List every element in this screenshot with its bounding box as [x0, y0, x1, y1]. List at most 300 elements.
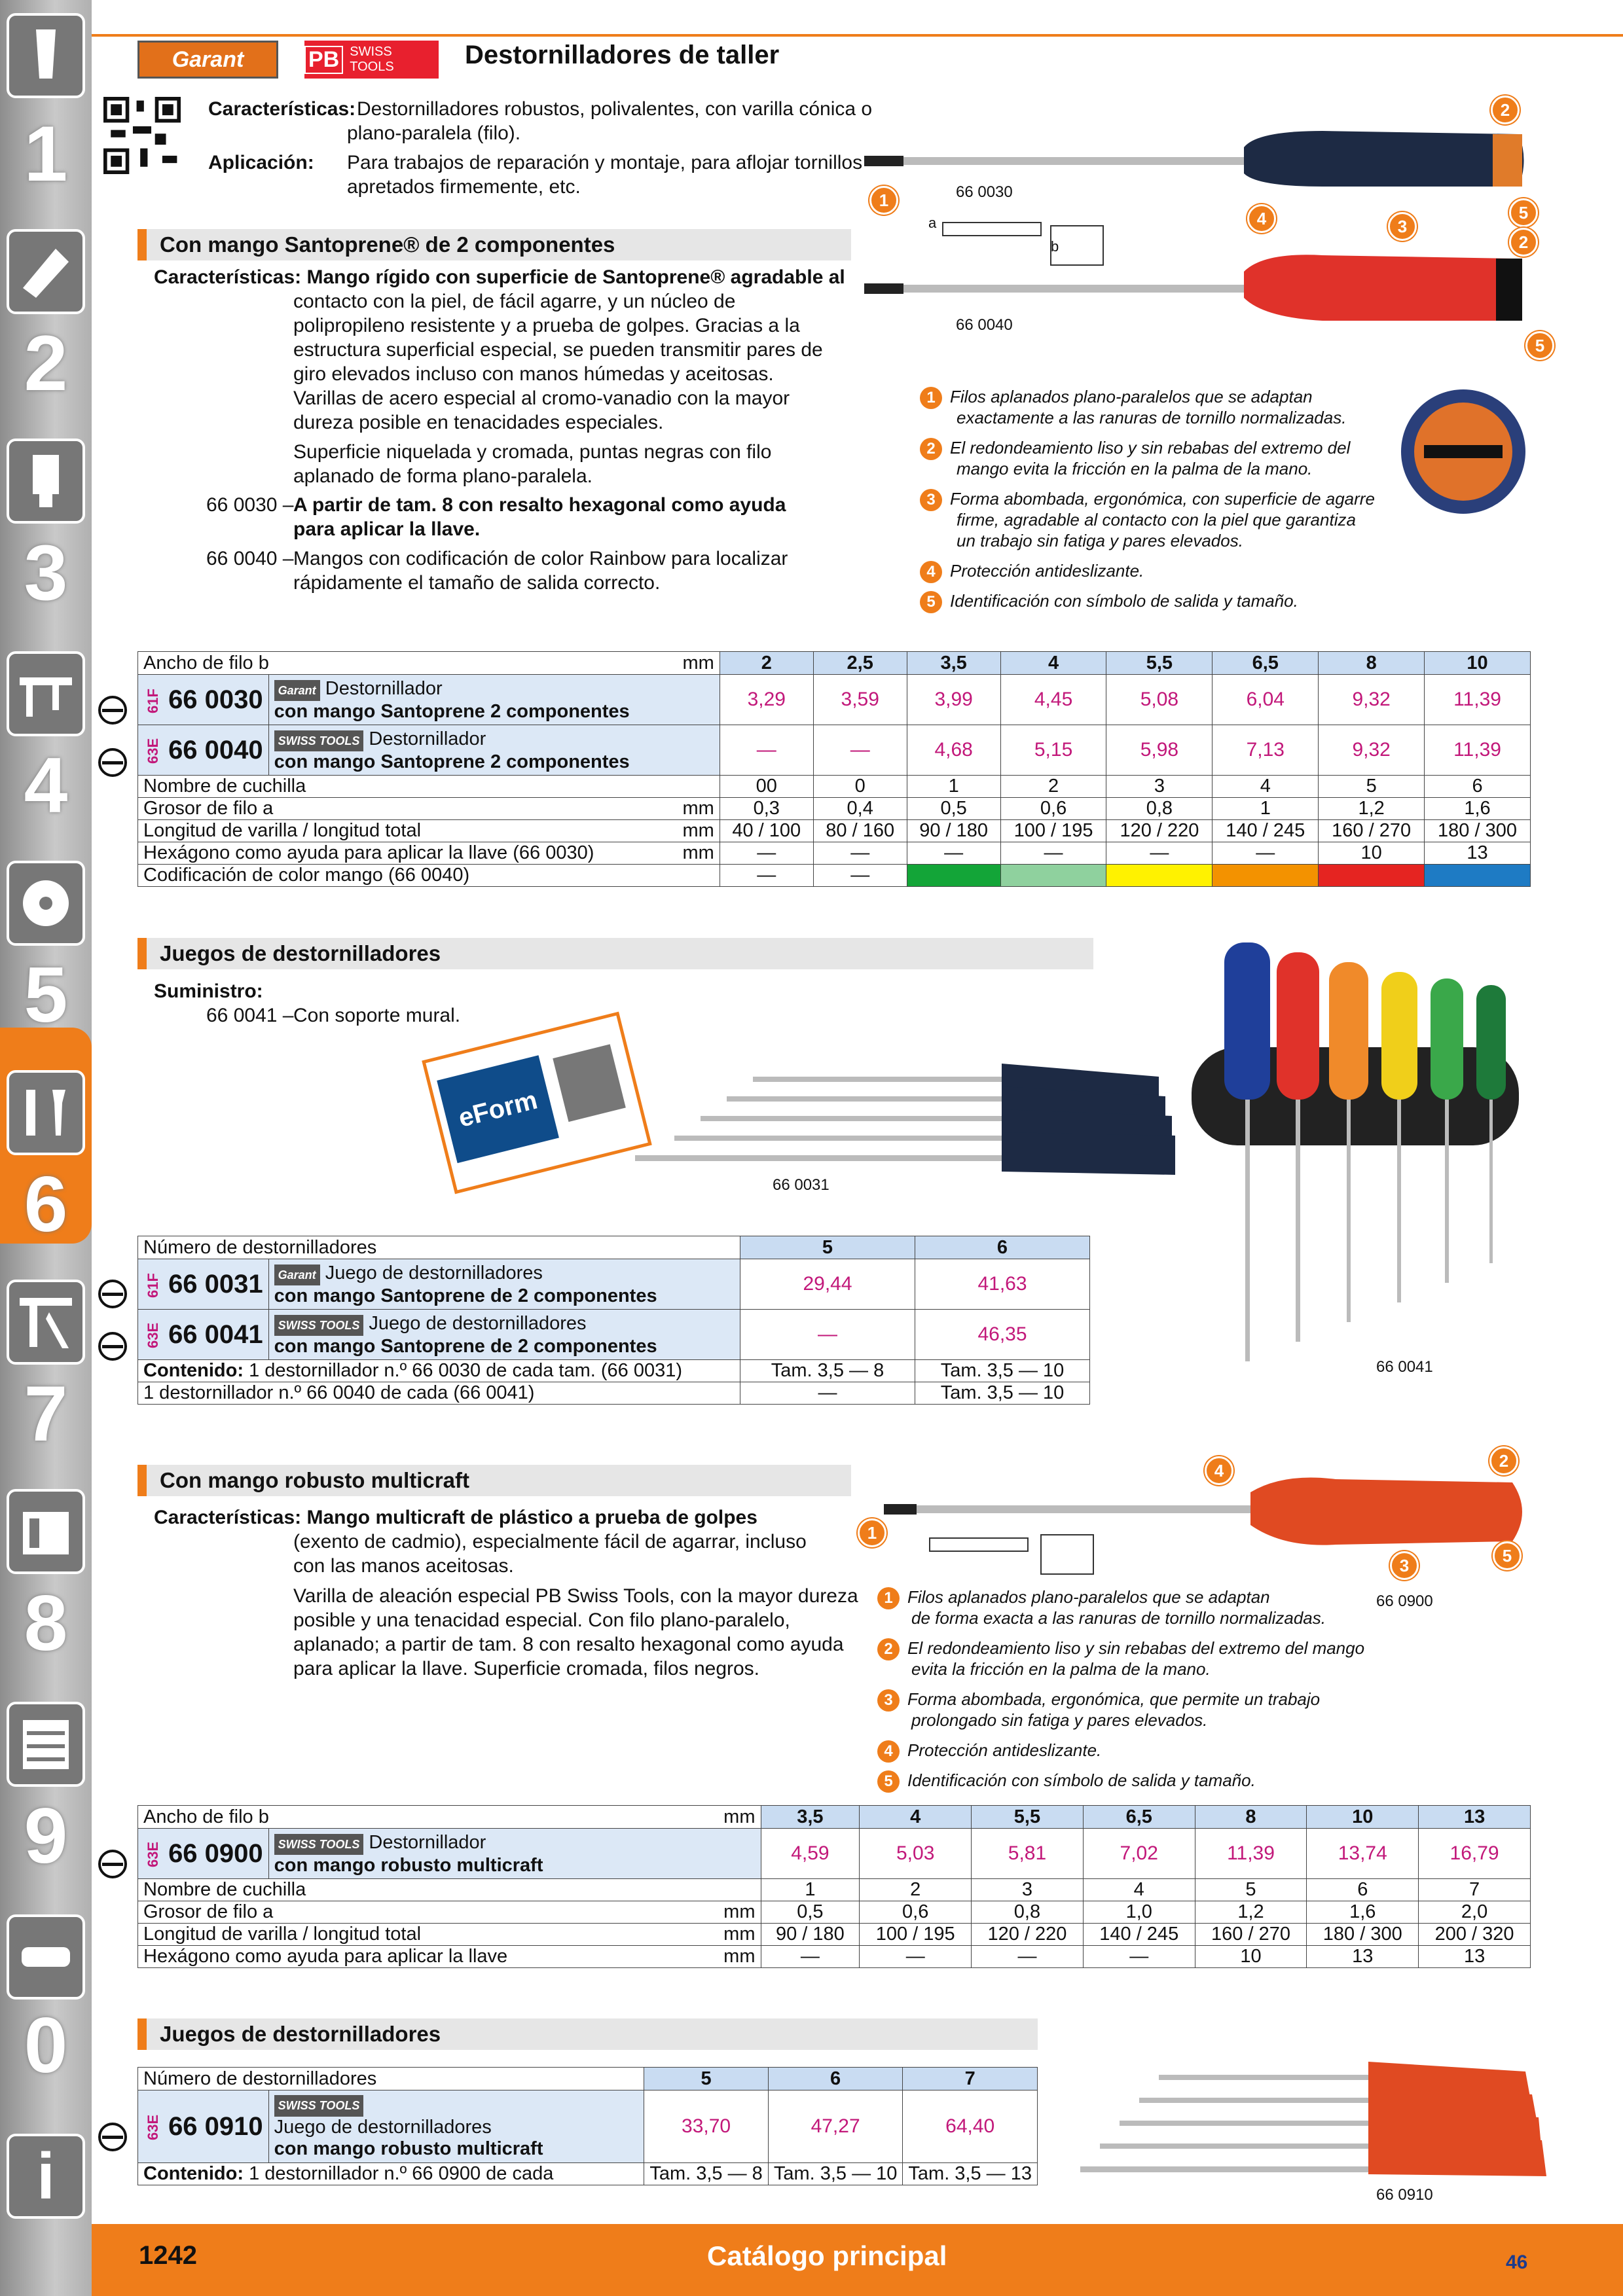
feature-text: prolongado sin fatiga y pares elevados.: [911, 1710, 1208, 1730]
spec-value: 0,4: [813, 798, 907, 820]
spec-value: —: [972, 1946, 1084, 1968]
feature-text: Identificación con símbolo de salida y tamaño.: [907, 1770, 1256, 1790]
size-header: 6: [768, 2068, 903, 2090]
sec1-text: Superficie niquelada y cromada, puntas negras con filo: [293, 441, 772, 463]
callout-3: 3: [1390, 1551, 1419, 1580]
spec-value: —: [761, 1946, 860, 1968]
color-swatch: [1000, 865, 1106, 887]
feature-item: [920, 437, 1350, 460]
size-header: 3,5: [907, 652, 1000, 675]
content-value: Tam. 3,5 — 13: [903, 2163, 1038, 2185]
sec1-text: contacto con la piel, de fácil agarre, y un núcleo de: [293, 291, 736, 312]
table-header-label: Número de destornilladores: [138, 1236, 740, 1259]
spec-value: 5: [1319, 776, 1425, 798]
application-text: Para trabajos de reparación y montaje, para aflojar tornillos: [347, 152, 863, 173]
sec1-text: polipropileno resistente y a prueba de golpes. Gracias a la: [293, 315, 800, 336]
note-text: Mangos con codificación de color Rainbow para localizar: [293, 548, 788, 569]
callout-4: 4: [1247, 204, 1276, 233]
eform-icon: [553, 1044, 626, 1122]
size-header: 6: [915, 1236, 1090, 1259]
sec1-text: giro elevados incluso con manos húmedas y aceitosas.: [293, 363, 774, 385]
spec-value: 1,0: [1083, 1901, 1195, 1924]
callout-3: 3: [1388, 212, 1417, 241]
chapter-number: 9: [24, 1792, 68, 1880]
spec-value: 2: [860, 1879, 972, 1901]
spec-value: 4: [1083, 1879, 1195, 1901]
spec-value: 13: [1419, 1946, 1531, 1968]
screwdriver-product-image: [864, 95, 1532, 331]
spec-row: [138, 798, 1531, 820]
spec-value: 0,3: [720, 798, 813, 820]
feature-number: 2: [920, 438, 942, 460]
spec-value: 6: [1425, 776, 1531, 798]
article-cell: [138, 1829, 269, 1879]
price-cell: 5,15: [1000, 725, 1106, 776]
spec-row: [138, 820, 1531, 842]
spec-value: 1,2: [1319, 798, 1425, 820]
price-cell: 9,32: [1319, 675, 1425, 725]
spec-label: Nombre de cuchilla: [138, 1879, 761, 1901]
article-name: Juego de destornilladores: [369, 1312, 587, 1334]
article-number: 66 0900: [168, 1839, 263, 1868]
spec-row: [138, 1879, 1531, 1901]
price-cell: 9,32: [1319, 725, 1425, 776]
spec-value: —: [813, 842, 907, 865]
content-row: [138, 2163, 1038, 2185]
characteristics-text: Destornilladores robustos, polivalentes, con varilla cónica o: [357, 98, 873, 120]
chapter-sidebar: [0, 0, 92, 2296]
price-cell: 3,29: [720, 675, 813, 725]
brand-tag: SWISS TOOLS: [274, 2095, 364, 2117]
eform-label: eForm: [437, 1055, 559, 1163]
spec-value: 120 / 220: [972, 1924, 1084, 1946]
content-row: [138, 1360, 1090, 1382]
table-row[interactable]: [138, 1259, 1090, 1310]
screwdriver-wall-set-image: [1185, 929, 1525, 1381]
pb-logo-mark: PB: [304, 46, 343, 74]
article-number: 66 0041: [168, 1319, 263, 1349]
content-value: Tam. 3,5 — 8: [740, 1360, 915, 1382]
supply-code: 66 0041 –: [206, 1005, 294, 1026]
sec3-text: con las manos aceitosas.: [293, 1555, 514, 1577]
feature-text: Forma abombada, ergonómica, con superficie de agarre: [950, 489, 1375, 509]
content-row: [138, 1382, 1090, 1405]
image-label: 66 0040: [956, 316, 1013, 334]
info-letter: i: [37, 2139, 55, 2213]
feature-item: [920, 386, 1313, 409]
spec-label: Nombre de cuchilla: [138, 776, 720, 798]
article-name: Destornillador: [325, 677, 443, 699]
note-text: A partir de tam. 8 con resalto hexagonal como ayuda: [293, 494, 786, 516]
callout-5: 5: [1493, 1541, 1522, 1570]
callout-5: 5: [1509, 198, 1538, 227]
saw-blade-icon[interactable]: [7, 861, 85, 946]
feature-number: 1: [877, 1587, 900, 1609]
price-cell: 5,98: [1106, 725, 1213, 776]
spec-value: 0,6: [1000, 798, 1106, 820]
article-name: Juego de destornilladores: [274, 2117, 492, 2138]
spec-value: 2,0: [1419, 1901, 1531, 1924]
feature-item: [920, 560, 1144, 583]
feature-item: [920, 590, 1298, 613]
spec-value: 120 / 220: [1106, 820, 1213, 842]
slotted-blade-icon: [98, 1332, 127, 1361]
sec3-text: Características: Mango multicraft de plástico a prueba de golpes: [154, 1507, 757, 1528]
feature-text: exactamente a las ranuras de tornillo normalizadas.: [957, 408, 1347, 427]
article-number: 66 0031: [168, 1269, 263, 1299]
price-code: 63E: [145, 738, 161, 764]
price-cell: 4,68: [907, 725, 1000, 776]
chapter-number: 1: [24, 110, 68, 198]
slotted-blade-icon: [98, 2123, 127, 2151]
brand-tag: SWISS TOOLS: [274, 1315, 364, 1336]
spec-label: Hexágono como ayuda para aplicar la llave mm: [138, 1946, 761, 1968]
spec-value: 140 / 245: [1083, 1924, 1195, 1946]
chapter-number: 5: [24, 951, 68, 1039]
section-heading: Con mango Santoprene® de 2 componentes: [137, 229, 851, 260]
spec-value: 10: [1195, 1946, 1307, 1968]
catalog-section-number: 46: [1506, 2251, 1528, 2273]
article-cell: [138, 1259, 269, 1310]
dimension-label: b: [1051, 238, 1059, 255]
sec1-text: aplanado de forma plano-paralela.: [293, 465, 593, 487]
article-number: 66 0910: [168, 2111, 263, 2141]
table-row[interactable]: [138, 1829, 1531, 1879]
spec-value: 200 / 320: [1419, 1924, 1531, 1946]
brand-tag: Garant: [274, 1265, 320, 1285]
callout-2: 2: [1489, 1446, 1518, 1475]
content-text: Contenido: 1 destornillador n.º 66 0900 de cada: [138, 2163, 644, 2185]
article-subname: con mango Santoprene de 2 componentes: [274, 1335, 657, 1357]
article-desc: [268, 1259, 740, 1310]
spec-value: 100 / 195: [860, 1924, 972, 1946]
article-name: Destornillador: [369, 1831, 486, 1853]
spec-value: 10: [1319, 842, 1425, 865]
sec3-text: para aplicar la llave. Superficie cromada, filos negros.: [293, 1658, 760, 1679]
caliper-icon[interactable]: [7, 651, 85, 736]
price-cell: 64,40: [903, 2090, 1038, 2163]
color-swatch: —: [813, 865, 907, 887]
color-swatch: [907, 865, 1000, 887]
price-cell: 41,63: [915, 1259, 1090, 1310]
spec-value: 160 / 270: [1195, 1924, 1307, 1946]
brand-tag: Garant: [274, 680, 320, 701]
dimension-label: a: [928, 215, 937, 231]
spec-value: 4: [1213, 776, 1319, 798]
price-cell: 5,03: [860, 1829, 972, 1879]
chapter-number: 0: [24, 2001, 68, 2089]
pliers-icon[interactable]: [7, 1280, 85, 1365]
sec3-text: posible y una tenacidad especial. Con filo plano-paralelo,: [293, 1609, 790, 1631]
spec-value: 0,5: [907, 798, 1000, 820]
spec-value: —: [1213, 842, 1319, 865]
product-table-1: [137, 651, 1531, 887]
spec-value: 0: [813, 776, 907, 798]
feature-text: de forma exacta a las ranuras de tornillo normalizadas.: [911, 1608, 1326, 1628]
sec1-text: Características: Mango rígido con superficie de Santoprene® agradable al: [154, 266, 845, 288]
article-desc: [268, 1829, 761, 1879]
section-heading: Juegos de destornilladores: [137, 2018, 1038, 2050]
sec3-text: Varilla de aleación especial PB Swiss Tools, con la mayor dureza: [293, 1585, 858, 1607]
size-header: 10: [1307, 1806, 1419, 1829]
slotted-blade-icon: [98, 696, 127, 725]
spec-value: —: [1106, 842, 1213, 865]
price-cell: —: [720, 725, 813, 776]
price-cell: 5,81: [972, 1829, 1084, 1879]
spec-value: 90 / 180: [761, 1924, 860, 1946]
spec-value: 3: [972, 1879, 1084, 1901]
eform-badge[interactable]: [422, 1012, 652, 1194]
spec-value: 7: [1419, 1879, 1531, 1901]
article-number: 66 0040: [168, 735, 263, 764]
feature-number: 1: [920, 387, 942, 409]
price-cell: 11,39: [1195, 1829, 1307, 1879]
spec-label: Longitud de varilla / longitud total mm: [138, 1924, 761, 1946]
insert-icon[interactable]: [7, 229, 85, 314]
slotted-blade-icon: [98, 1280, 127, 1308]
spec-value: 1: [907, 776, 1000, 798]
callout-2: 2: [1491, 96, 1520, 124]
sec3-text: (exento de cadmio), especialmente fácil de agarrar, incluso: [293, 1531, 807, 1552]
section-heading: Juegos de destornilladores: [137, 938, 1093, 969]
spec-value: 13: [1425, 842, 1531, 865]
content-text: 1 destornillador n.º 66 0040 de cada (66 0041): [138, 1382, 740, 1405]
table-row[interactable]: [138, 725, 1531, 776]
feature-item: [877, 1587, 1270, 1609]
spec-value: —: [720, 842, 813, 865]
feature-number: 5: [877, 1770, 900, 1793]
spec-value: 180 / 300: [1425, 820, 1531, 842]
drill-icon[interactable]: [7, 13, 85, 98]
size-header: 3,5: [761, 1806, 860, 1829]
note-code: 66 0040 –: [206, 548, 294, 569]
application-label: Aplicación:: [208, 152, 314, 173]
size-header: 8: [1319, 652, 1425, 675]
price-cell: 11,39: [1425, 675, 1531, 725]
feature-number: 3: [877, 1689, 900, 1712]
characteristics-label: Características:: [208, 98, 356, 120]
price-code: 63E: [145, 1841, 161, 1867]
product-table-3: [137, 1805, 1531, 1968]
article-cell: [138, 1310, 269, 1360]
spec-value: 1: [1213, 798, 1319, 820]
feature-number: 5: [920, 591, 942, 613]
feature-number: 4: [877, 1740, 900, 1763]
price-cell: —: [813, 725, 907, 776]
price-cell: 11,39: [1425, 725, 1531, 776]
spec-value: 5: [1195, 1879, 1307, 1901]
spec-value: 6: [1307, 1879, 1419, 1901]
page-number: 1242: [139, 2241, 197, 2270]
sec1-text: dureza posible en tenacidades especiales.: [293, 412, 664, 433]
callout-2: 2: [1509, 228, 1538, 257]
feature-text: Protección antideslizante.: [907, 1740, 1102, 1760]
pb-logo-sub: SWISS TOOLS: [350, 45, 394, 74]
size-header: 5: [740, 1236, 915, 1259]
color-swatch: [1213, 865, 1319, 887]
wrench-screwdriver-icon[interactable]: [7, 1070, 85, 1155]
price-cell: 3,59: [813, 675, 907, 725]
spec-row: [138, 842, 1531, 865]
spec-value: —: [907, 842, 1000, 865]
spec-value: 180 / 300: [1307, 1924, 1419, 1946]
application-text: apretados firmemente, etc.: [347, 176, 581, 198]
size-header: 13: [1419, 1806, 1531, 1829]
spec-value: 100 / 195: [1000, 820, 1106, 842]
color-row: [138, 865, 1531, 887]
feature-number: 4: [920, 561, 942, 583]
price-cell: 46,35: [915, 1310, 1090, 1360]
callout-1: 1: [858, 1518, 886, 1547]
spec-value: 0,6: [860, 1901, 972, 1924]
header-rule: [92, 34, 1623, 37]
spec-value: 2: [1000, 776, 1106, 798]
table-row[interactable]: [138, 1310, 1090, 1360]
pb-swiss-tools-logo: [304, 41, 439, 79]
image-label: 66 0900: [1376, 1592, 1433, 1610]
color-swatch: [1319, 865, 1425, 887]
chapter-number: 4: [24, 742, 68, 829]
chapter-number: 8: [24, 1579, 68, 1667]
product-table-4: [137, 2067, 1038, 2185]
multicraft-set-image: [1080, 2049, 1552, 2199]
note-text: rápidamente el tamaño de salida correcto.: [293, 572, 661, 594]
price-cell: 4,59: [761, 1829, 860, 1879]
article-desc: [268, 2090, 644, 2163]
feature-text: El redondeamiento liso y sin rebabas del extremo del mango: [907, 1638, 1365, 1658]
supply-text: Con soporte mural.: [293, 1005, 461, 1026]
garant-logo: [137, 41, 278, 79]
price-code: 61F: [145, 1272, 161, 1298]
chapter-number: 7: [24, 1370, 68, 1458]
price-cell: —: [740, 1310, 915, 1360]
catalog-title: Catálogo principal: [707, 2240, 947, 2271]
article-desc: [268, 1310, 740, 1360]
spec-value: 0,8: [972, 1901, 1084, 1924]
table-row[interactable]: [138, 2090, 1038, 2163]
callout-4: 4: [1205, 1456, 1233, 1485]
content-text: Contenido: 1 destornillador n.º 66 0030 de cada tam. (66 0031): [138, 1360, 740, 1382]
image-label: 66 0041: [1376, 1358, 1433, 1376]
chapter-number: 3: [24, 529, 68, 617]
feature-text: Filos aplanados plano-paralelos que se adaptan: [950, 387, 1313, 406]
content-value: —: [740, 1382, 915, 1405]
feature-text: Filos aplanados plano-paralelos que se adaptan: [907, 1587, 1270, 1607]
feature-number: 3: [920, 489, 942, 511]
header-text: Ancho de filo b: [143, 652, 269, 673]
sec3-text: aplanado; a partir de tam. 8 con resalto hexagonal como ayuda: [293, 1634, 844, 1655]
spec-label: Grosor de filo a mm: [138, 798, 720, 820]
callout-1: 1: [869, 186, 898, 215]
spec-value: 00: [720, 776, 813, 798]
sec1-text: Varillas de acero especial al cromo-vanadio con la mayor: [293, 387, 790, 409]
size-header: 4: [1000, 652, 1106, 675]
price-cell: 47,27: [768, 2090, 903, 2163]
size-header: 6,5: [1213, 652, 1319, 675]
slotted-blade-icon: [98, 748, 127, 777]
info-icon[interactable]: [7, 2134, 85, 2219]
spec-value: 40 / 100: [720, 820, 813, 842]
cabinet-icon[interactable]: [7, 1702, 85, 1787]
article-subname: con mango Santoprene 2 componentes: [274, 700, 630, 722]
spec-value: —: [1083, 1946, 1195, 1968]
price-cell: 16,79: [1419, 1829, 1531, 1879]
price-cell: 3,99: [907, 675, 1000, 725]
feature-text: El redondeamiento liso y sin rebabas del extremo del: [950, 438, 1351, 457]
spec-value: 1,2: [1195, 1901, 1307, 1924]
spec-value: 0,8: [1106, 798, 1213, 820]
price-cell: 7,13: [1213, 725, 1319, 776]
image-label: 66 0910: [1376, 2186, 1433, 2204]
size-header: 2: [720, 652, 813, 675]
color-swatch: [1425, 865, 1531, 887]
safety-goggles-icon[interactable]: [7, 1914, 85, 2000]
chapter-number: 2: [24, 319, 68, 407]
spec-label: Hexágono como ayuda para aplicar la llave (66 0030) mm: [138, 842, 720, 865]
table-header-label: [138, 652, 720, 675]
table-row[interactable]: [138, 675, 1531, 725]
spec-row: [138, 1924, 1531, 1946]
garant-logo-text: Garant: [172, 46, 244, 72]
spec-value: 0,5: [761, 1901, 860, 1924]
color-swatch: —: [720, 865, 813, 887]
handle-end-image: [1398, 386, 1529, 517]
page-title: Destornilladores de taller: [465, 41, 780, 69]
spec-value: —: [1000, 842, 1106, 865]
chuck-icon[interactable]: [7, 439, 85, 524]
price-cell: 5,08: [1106, 675, 1213, 725]
spec-label: Longitud de varilla / longitud total mm: [138, 820, 720, 842]
content-value: Tam. 3,5 — 8: [644, 2163, 768, 2185]
feature-item: [877, 1689, 1320, 1712]
article-cell: [138, 675, 269, 725]
brand-tag: SWISS TOOLS: [274, 730, 364, 751]
article-name: Destornillador: [369, 728, 486, 749]
article-number: 66 0030: [168, 685, 263, 714]
size-header: 7: [903, 2068, 1038, 2090]
size-header: 5,5: [1106, 652, 1213, 675]
article-subname: con mango Santoprene de 2 componentes: [274, 1285, 657, 1306]
note-text: para aplicar la llave.: [293, 518, 481, 540]
price-cell: 7,02: [1083, 1829, 1195, 1879]
feature-item: [920, 488, 1375, 511]
article-subname: con mango robusto multicraft: [274, 1854, 543, 1876]
spec-row: [138, 1901, 1531, 1924]
price-cell: 33,70: [644, 2090, 768, 2163]
callout-5: 5: [1525, 331, 1554, 360]
content-value: Tam. 3,5 — 10: [768, 2163, 903, 2185]
table-header-label: Ancho de filo b mm: [138, 1806, 761, 1829]
article-desc: [268, 725, 720, 776]
spec-value: 160 / 270: [1319, 820, 1425, 842]
article-subname: con mango Santoprene 2 componentes: [274, 751, 630, 772]
qr-code-icon[interactable]: [103, 97, 181, 174]
product-table-2: [137, 1236, 1090, 1405]
article-cell: [138, 2090, 269, 2163]
sec1-text: estructura superficial especial, se pueden transmitir pares de: [293, 339, 823, 361]
price-cell: 13,74: [1307, 1829, 1419, 1879]
spec-value: 1,6: [1307, 1901, 1419, 1924]
feature-text: Protección antideslizante.: [950, 561, 1144, 581]
image-label: 66 0030: [956, 183, 1013, 201]
supply-label: Suministro:: [154, 980, 263, 1002]
spec-value: 80 / 160: [813, 820, 907, 842]
spec-label: Codificación de color mango (66 0040): [138, 865, 720, 887]
chapter-number: 6: [24, 1160, 68, 1248]
toolbox-icon[interactable]: [7, 1489, 85, 1574]
spec-value: 140 / 245: [1213, 820, 1319, 842]
section-heading: Con mango robusto multicraft: [137, 1465, 851, 1496]
